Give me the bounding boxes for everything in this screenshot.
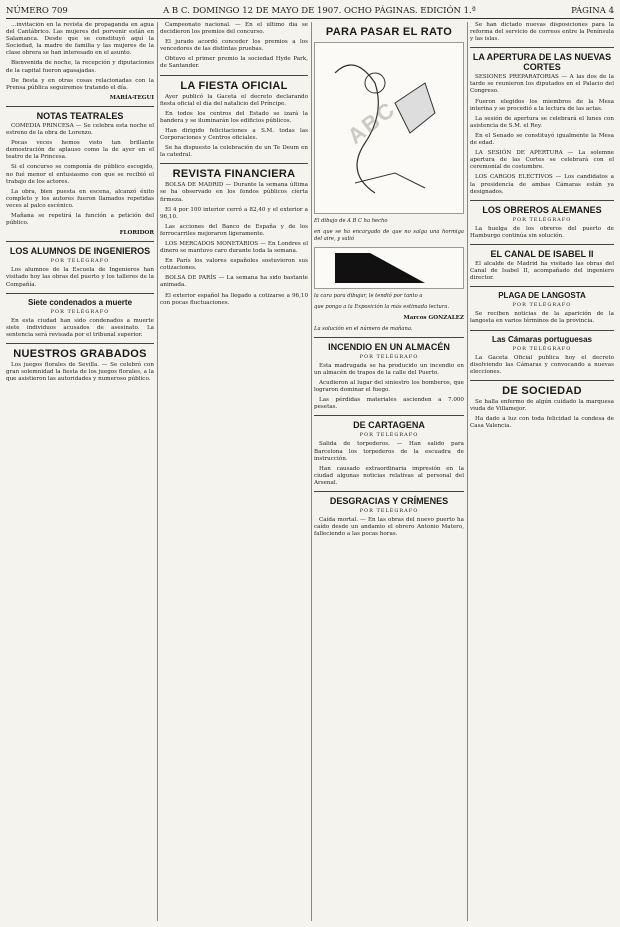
headline-obreros-alemanes: LOS OBREROS ALEMANES (482, 204, 602, 215)
dateline: POR TELÉGRAFO (50, 308, 110, 315)
article-text: Las acciones del Banco de España y de los ferrocarriles mejoraron ligeramente. (160, 223, 308, 237)
article-text: El exterior español ha llegado a cotizarse a 96,10 con pocas fluctuaciones. (160, 292, 308, 306)
article-text: Bienvenida de noche, la recepción y diputaciones de la capital fueron agasajadas. (6, 60, 154, 74)
article-text: Se han dictado nuevas disposiciones para la reforma del servicio de correos entre la Península y las islas. (470, 22, 614, 43)
article-text: Si el concurso se componía de público escogido, no fué menor el entusiasmo con que se recibió el trabajo de los actores. (6, 164, 154, 185)
divider (470, 380, 614, 381)
article-text: Obtuvo el primer premio la sociedad Hyde Park, de Santander. (160, 56, 308, 70)
article-text: En París los valores españoles sostuvieron sus cotizaciones. (160, 258, 308, 272)
divider (314, 337, 464, 338)
article-text: De fiesta y en otras cosas relacionadas con la Prensa pública seguiremos tratando el día. (6, 77, 154, 91)
divider (314, 415, 464, 416)
signature: MARÍA-TEGUI (109, 94, 154, 101)
dateline: POR TELÉGRAFO (50, 258, 110, 265)
caption: El dibujo de A B C ha hecho (314, 218, 388, 224)
article-text: Pocas veces hemos visto tan brillante demostración de aplauso como la de ayer en el teatro de la Princesa. (6, 140, 154, 161)
article-text: La sesión de apertura se celebrará el lunes con asistencia de S.M. el Rey. (470, 115, 614, 129)
divider (470, 330, 614, 331)
headline-apertura-cortes: LA APERTURA DE LAS NUEVAS CORTES (472, 52, 612, 73)
article-text: La huelga de los obreros del puerto de Hamburgo continúa sin solución. (470, 225, 614, 239)
divider (470, 286, 614, 287)
headline-notas-teatrales: NOTAS TEATRALES (36, 110, 124, 121)
article-text: Mañana se repetirá la función a petición del público. (6, 212, 154, 227)
column-2 (160, 22, 308, 921)
article-text: El alcalde de Madrid ha visitado las obras del Canal de Isabel II, acompañado del ingeniero director. (470, 260, 614, 282)
article-text: SESIONES PREPARATORIAS — A las dos de la tarde se reunieron los diputados en el Palacio del Congreso. (470, 74, 614, 95)
article-text: Han dirigido felicitaciones a S.M. todas las Corporaciones y Centros oficiales. (160, 127, 308, 142)
article-text: LOS MERCADOS MONETARIOS — En Londres el dinero se mantuvo caro durante toda la semana. (160, 240, 308, 255)
article-text: La obra, bien puesta en escena, alcanzó éxito completo y los autores fueron llamados repetidas veces al palco escénico. (6, 188, 154, 209)
divider (160, 163, 308, 164)
article-text: Acudieron al lugar del siniestro los bomberos, que lograron dominar el fuego. (314, 379, 464, 394)
divider (470, 244, 614, 245)
headline-de-sociedad: DE SOCIEDAD (502, 384, 582, 397)
article-text: El jurado acordó conceder los premios a los vencedores de las distintas pruebas. (160, 39, 308, 53)
article-text: Los juegos florales de Sevilla. — Se celebró con gran solemnidad la fiesta de los juegos florales, a la que asistieron las autoridades y numeroso público. (6, 362, 154, 383)
masthead (6, 4, 614, 19)
divider (470, 47, 614, 48)
dateline: POR TELÉGRAFO (512, 302, 572, 309)
article-text: Fueron elegidos los miembros de la Mesa interina y se procedió a la lectura de las actas. (470, 98, 614, 112)
headline-revista-financiera: REVISTA FINANCIERA (172, 168, 296, 181)
article-text: Caída mortal. — En las obras del nuevo puerto ha caído desde un andamio el obrero Antonio Matero, falleciendo a las pocas horas. (314, 517, 464, 538)
caption: la cara para dibujar, le tendió por tanto a (314, 293, 423, 300)
page-number: PÁGINA 4 (571, 6, 614, 16)
article-text: LOS CARGOS ELECTIVOS — Los candidatos a la presidencia de ambas Cámaras están ya designados. (470, 174, 614, 195)
headline-fiesta-oficial: LA FIESTA OFICIAL (180, 79, 288, 92)
dateline: POR TELÉGRAFO (359, 353, 419, 360)
signature: FLORIDOR (119, 230, 154, 237)
article-text: Se reciben noticias de la aparición de la langosta en varios términos de la provincia. (470, 311, 614, 325)
article-text: Las pérdidas materiales ascienden a 7.000 pesetas. (314, 397, 464, 411)
divider (6, 293, 154, 294)
headline-cartagena: DE CARTAGENA (353, 420, 425, 431)
headline-alumnos: LOS ALUMNOS DE INGENIEROS (9, 246, 151, 257)
article-text: ...invitación en la revista de propaganda en agua del Cantábrico. Las mujeres del porvenir están en Salamanca. Desde que se constituyó aquí la Sociedad, la madre de familia y las mujeres de la clase obrera se han interesado en el asunto. (6, 22, 154, 57)
article-text: LA SESIÓN DE APERTURA — La solemne apertura de las Cortes se celebrará con el ceremonial de costumbre. (470, 150, 614, 171)
caption: La solución en el número de mañana. (314, 325, 413, 332)
article-text: En todos los centros del Estado se izará la bandera y se iluminarán los edificios públicos. (160, 110, 308, 124)
article-text: Ayer publicó la Gaceta el decreto declarando fiesta oficial el día del natalicio del Príncipe. (160, 93, 308, 107)
article-text: Esta madrugada se ha producido un incendio en un almacén de trapos de la calle del Puerto. (314, 362, 464, 376)
article-text: BOLSA DE MADRID — Durante la semana última se ha observado en los fondos públicos cierta firmeza. (160, 182, 308, 203)
headline-para-pasar-el-rato: PARA PASAR EL RATO (325, 26, 453, 38)
article-text: Campeonato nacional. — En el último día se decidieron los premios del concurso. (160, 22, 308, 36)
article-text: COMEDIA PRINCESA — Se celebra esta noche el estreno de la obra de Lorenzo. (6, 122, 154, 137)
headline-incendio: INCENDIO EN UN ALMACÉN (328, 341, 450, 352)
article-text: En el Senado se constituyó igualmente la Mesa de edad. (470, 132, 614, 147)
dateline: POR TELÉGRAFO (359, 432, 419, 439)
cartoon-drawing-icon (315, 43, 463, 213)
column-4 (470, 22, 614, 921)
headline-nuestros-grabados: NUESTROS GRABADOS (13, 348, 147, 360)
article-text: BOLSA DE PARÍS — La semana ha sido bastante animada. (160, 275, 308, 289)
cartoon-illustration (314, 42, 464, 214)
divider (6, 241, 154, 242)
headline-desgracias: DESGRACIAS Y CRÍMENES (329, 495, 449, 506)
issue-number: NÚMERO 709 (6, 6, 68, 16)
divider (314, 491, 464, 492)
divider (6, 106, 154, 107)
article-text: En esta ciudad han sido condenados a muerte siete individuos acusados de asesinato. La sentencia será revisada por el tribunal superior. (6, 317, 154, 338)
article-text: La Gaceta Oficial publica hoy el decreto disolviendo las Cámaras y convocando a nuevas elecciones. (470, 354, 614, 375)
caption: que pongo a la Exposición la más estimada lectura. (314, 304, 450, 311)
column-1 (6, 22, 154, 921)
dateline: POR TELÉGRAFO (359, 507, 419, 514)
divider (470, 200, 614, 201)
dateline: POR TELÉGRAFO (512, 345, 572, 352)
column-rule (157, 22, 158, 921)
column-3 (314, 22, 464, 921)
divider (160, 75, 308, 76)
headline-canal-isabel: EL CANAL DE ISABEL II (490, 248, 594, 259)
watermark-stamp: ABC (342, 96, 401, 149)
column-rule (311, 22, 312, 921)
dateline: POR TELÉGRAFO (512, 216, 572, 223)
headline-plaga-langosta: PLAGA DE LANGOSTA (498, 291, 586, 301)
caption: en que se ha encargado de que no salga una hormiga del aire, y salió (314, 229, 464, 243)
headline-siete-condenados: Siete condenados a muerte (27, 297, 133, 307)
article-text: Se ha dispuesto la celebración de un Te Deum en la catedral. (160, 145, 308, 159)
headline-camaras-portuguesas: Las Cámaras portuguesas (491, 334, 593, 344)
signature: Marcos GONZALEZ (403, 315, 464, 322)
article-text: Se halla enfermo de algún cuidado la marquesa viuda de Villamejor. (470, 398, 614, 412)
article-text: Salida de torpederos. — Han salido para Barcelona los torpederos de la escuadra de instrucción. (314, 441, 464, 462)
black-shape-illustration (314, 247, 464, 289)
article-text: El 4 por 100 interior cerró a 82,40 y el exterior a 96,10. (160, 206, 308, 220)
article-text: Ha dado a luz con toda felicidad la condesa de Casa Valencia. (470, 416, 614, 430)
divider (6, 343, 154, 344)
article-text: Han causado extraordinaria impresión en la ciudad algunas noticias relativas al personal del Arsenal. (314, 465, 464, 486)
article-text: Los alumnos de la Escuela de Ingenieros han visitado hoy las obras del puerto y los talleres de la Compañía. (6, 267, 154, 288)
masthead-date: A B C. DOMINGO 12 DE MAYO DE 1907. OCHO PÁGINAS. EDICIÓN 1.ª (163, 6, 476, 16)
column-rule (467, 22, 468, 921)
